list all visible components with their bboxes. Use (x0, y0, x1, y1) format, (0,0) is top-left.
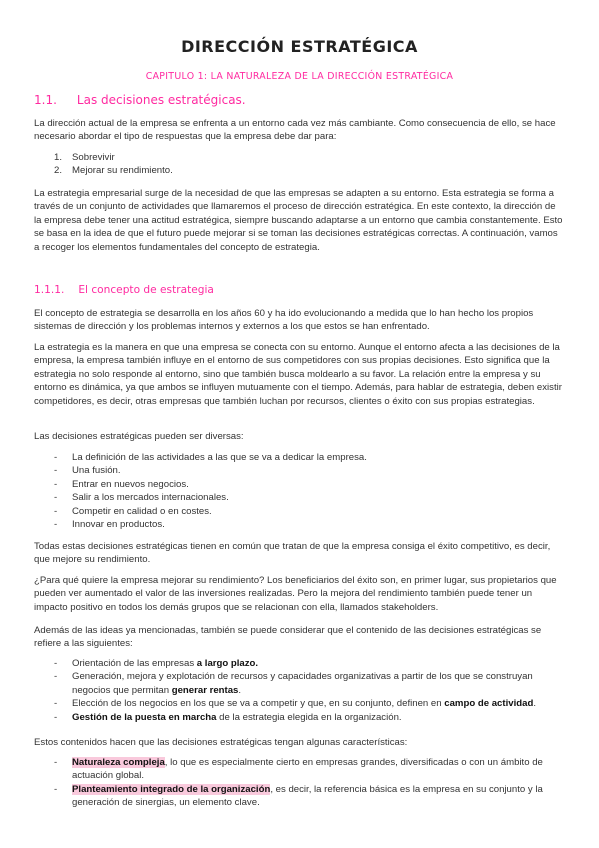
paragraph: La estrategia es la manera en que una empresa se conecta con su entorno. Aunque el entorno afecta a las decisiones de la empresa, la empresa también influye en el entorno de sus competidores con sus propias decisiones. Esto significa que la estrategia no solo responde al entorno, sino que también busca moldearlo a su favor. La relación entre la empresa y su entorno es dinámica, ya que ambos se influyen mutuamente con el tiempo. Además, para hablar de estrategia, deben existir competidores, es decir, otras empresas que también luchan por recursos, clientes o éxito con sus propias estrategias. (34, 342, 562, 407)
section-heading (34, 94, 246, 107)
list-item: - Competir en calidad o en costes. (54, 505, 212, 517)
subsection-heading (34, 284, 214, 297)
paragraph: La dirección actual de la empresa se enfrenta a un entorno cada vez más cambiante. Como consecuencia de ello, se hace necesario abordar el tipo de respuestas que la empresa debe dar para: (34, 118, 556, 143)
section-label: Las decisiones estratégicas. (76, 93, 246, 107)
list-item: - Generación, mejora y explotación de recursos y capacidades organizativas a partir de los que se construyan negocios que permitan generar rentas. (54, 671, 533, 696)
subsection-label: El concepto de estrategia (78, 284, 214, 296)
paragraph: Estos contenidos hacen que las decisiones estratégicas tengan algunas características: (34, 737, 408, 748)
section-number: 1.1. (34, 93, 57, 107)
list-item: - Entrar en nuevos negocios. (54, 478, 189, 490)
list-item: - Gestión de la puesta en marcha de la estrategia elegida en la organización. (54, 711, 402, 723)
list-item: - Planteamiento integrado de la organización, es decir, la referencia básica es la empresa en su conjunto y la generación de sinergias, un elemento clave. (54, 783, 543, 809)
bullet-list (54, 451, 564, 531)
highlighted-term: Planteamiento integrado de la organización (72, 783, 271, 795)
list-item: 1. Sobrevivir (54, 152, 115, 163)
list-item: - Una fusión. (54, 465, 121, 477)
paragraph: El concepto de estrategia se desarrolla en los años 60 y ha ido evolucionando a medida que lo han hecho los propios sistemas de dirección y los problemas internos y externos a los que estos se han enfrentado. (34, 308, 534, 333)
list-item: - Innovar en productos. (54, 519, 165, 531)
list-item: - Elección de los negocios en los que se va a competir y que, en su conjunto, definen en campo de actividad. (54, 698, 536, 710)
paragraph: ¿Para qué quiere la empresa mejorar su rendimiento? Los beneficiarios del éxito son, en primer lugar, sus propietarios que pueden ver aumentado el valor de las inversiones realizadas. Pero la mejora del rendimiento también puede tener un impacto positivo en todos los demás grupos que se relacionan con ella, llamados stakeholders. (34, 575, 557, 613)
list-item: - Salir a los mercados internacionales. (54, 492, 229, 504)
paragraph: Todas estas decisiones estratégicas tienen en común que tratan de que la empresa consiga el éxito competitivo, es decir, que mejore su rendimiento. (34, 541, 551, 566)
chapter-heading: CAPITULO 1: LA NATURALEZA DE LA DIRECCIÓN ESTRATÉGICA (145, 71, 454, 82)
list-item: - Orientación de las empresas a largo plazo. (54, 658, 259, 669)
numbered-list (54, 151, 564, 178)
subsection-number: 1.1.1. (34, 284, 65, 296)
document-title: DIRECCIÓN ESTRATÉGICA (181, 37, 418, 56)
list-item: - Naturaleza compleja, lo que es especialmente cierto en empresas grandes, diversificadas o con un ámbito de actuación global. (54, 757, 543, 782)
paragraph: La estrategia empresarial surge de la necesidad de que las empresas se adapten a su entorno. Esta estrategia se forma a través de un conjunto de actividades que llamaremos el proceso de dirección estratégica. En este contexto, la dirección de la empresa debe tener una actitud estratégica, siempre buscando adaptarse a un entorno que cambia constantemente. Esto se basa en la idea de que el futuro puede mejorar si se toman las decisiones estratégicas correctas. A continuación, vamos a recoger los elementos fundamentales del concepto de estrategia. (34, 188, 563, 253)
bullet-list (54, 756, 564, 810)
list-item: 2. Mejorar su rendimiento. (54, 165, 173, 177)
paragraph: Las decisiones estratégicas pueden ser diversas: (34, 431, 244, 442)
highlighted-term: Naturaleza compleja (72, 757, 165, 768)
list-item: - La definición de las actividades a las que se va a dedicar la empresa. (54, 452, 367, 463)
paragraph: Además de las ideas ya mencionadas, también se puede considerar que el contenido de las decisiones estratégicas se refiere a las siguientes: (34, 625, 542, 650)
bullet-list (54, 657, 564, 724)
